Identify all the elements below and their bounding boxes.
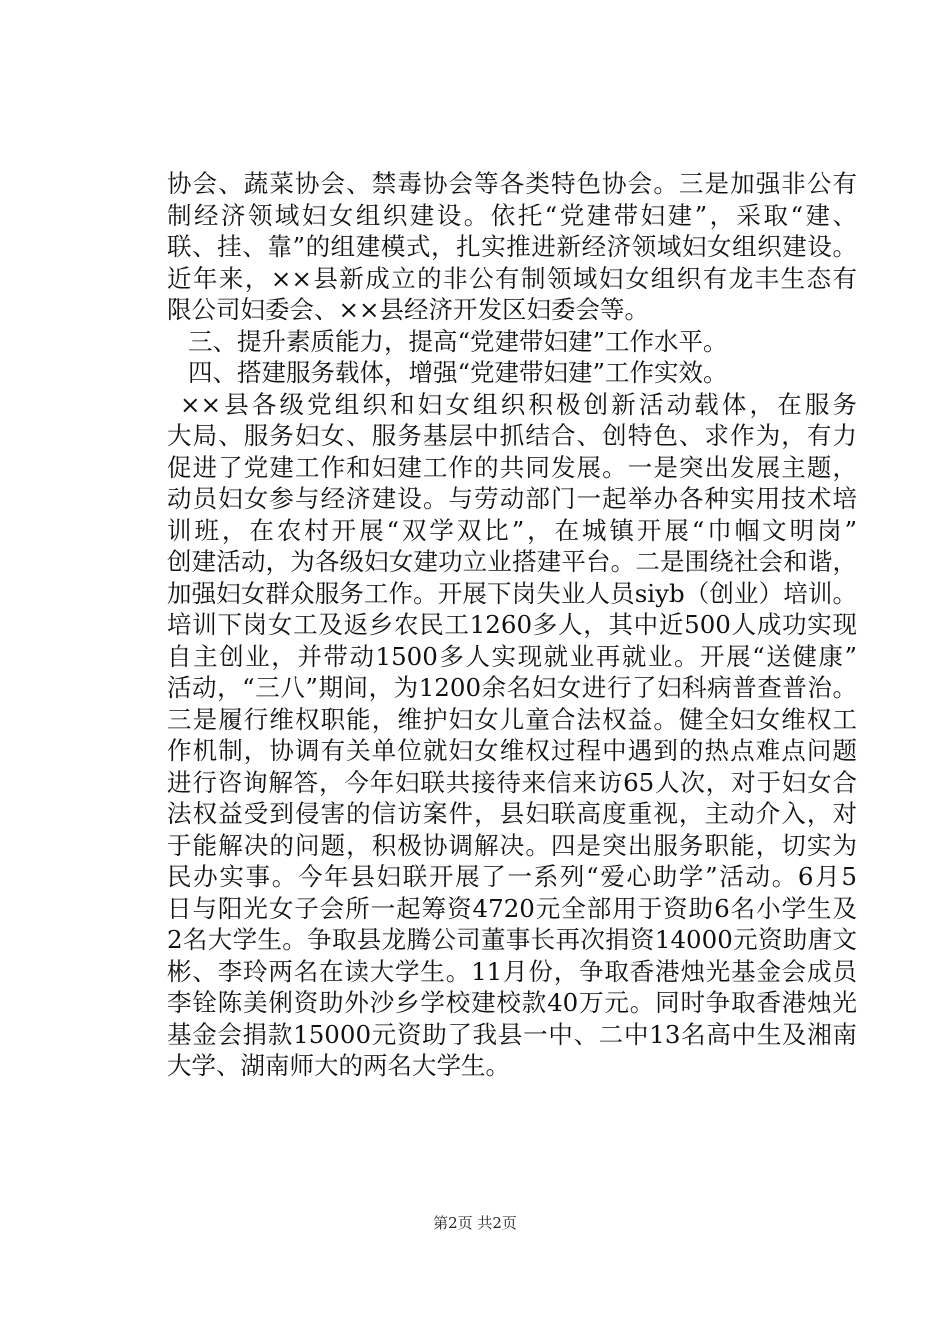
text-line: 限公司妇委会、××县经济开发区妇委会等。: [167, 295, 650, 324]
text-line: 近年来，××县新成立的非公有制领域妇女组织有龙丰生态有: [167, 263, 857, 293]
page-number: 第2页 共2页: [433, 1214, 517, 1232]
text-line: 基金会捐款15000元资助了我县一中、二中13名高中生及湘南: [167, 1019, 857, 1049]
document-body: [167, 168, 857, 1082]
text-line: 培训下岗女工及返乡农民工1260多人，其中近500人成功实现: [167, 610, 857, 639]
text-line: 进行咨询解答，今年妇联共接待来信来访65人次，对于妇女合: [167, 767, 857, 797]
text-line: 李铨陈美俐资助外沙乡学校建校款40万元。同时争取香港烛光: [167, 988, 857, 1017]
text-line: 制经济领域妇女组织建设。依托“党建带妇建”，采取“建、: [167, 200, 857, 230]
text-line: 大局、服务妇女、服务基层中抓结合、创特色、求作为，有力: [167, 421, 857, 450]
text-line: 动员妇女参与经济建设。与劳动部门一起举办各种实用技术培: [167, 484, 857, 513]
text-line: 三是履行维权职能，维护妇女儿童合法权益。健全妇女维权工: [167, 704, 857, 734]
text-line: 民办实事。今年县妇联开展了一系列“爱心助学”活动。6月5: [167, 862, 857, 891]
text-line: 2名大学生。争取县龙腾公司董事长再次捐资14000元资助唐文: [167, 925, 857, 954]
text-line: 加强妇女群众服务工作。开展下岗失业人员siyb（创业）培训。: [167, 578, 857, 608]
text-line: 大学、湖南师大的两名大学生。: [167, 1051, 510, 1080]
text-line: 促进了党建工作和妇建工作的共同发展。一是突出发展主题，: [167, 452, 857, 482]
text-line: ××县各级党组织和妇女组织积极创新活动载体，在服务: [180, 389, 857, 419]
text-line: 活动，“三八”期间，为1200余名妇女进行了妇科病普查普治。: [167, 673, 857, 702]
section-heading-4: 四、搭建服务载体，增强“党建带妇建”工作实效。: [188, 358, 728, 387]
text-line: 创建活动，为各级妇女建功立业搭建平台。二是围绕社会和谐，: [167, 547, 857, 576]
section-heading-3: 三、提升素质能力，提高“党建带妇建”工作水平。: [188, 326, 728, 356]
text-line: 日与阳光女子会所一起筹资4720元全部用于资助6名小学生及: [167, 893, 857, 923]
text-line: 训班，在农村开展“双学双比”，在城镇开展“巾帼文明岗”: [167, 515, 857, 545]
text-line: 于能解决的问题，积极协调解决。四是突出服务职能，切实为: [167, 830, 857, 860]
text-line: 法权益受到侵害的信访案件，县妇联高度重视，主动介入，对: [167, 799, 857, 828]
page-footer: [0, 1213, 950, 1233]
text-line: 自主创业，并带动1500多人实现就业再就业。开展“送健康”: [167, 641, 857, 671]
text-line: 彬、李玲两名在读大学生。11月份，争取香港烛光基金会成员: [167, 956, 857, 986]
text-line: 联、挂、靠”的组建模式，扎实推进新经济领域妇女组织建设。: [167, 232, 857, 261]
text-line: 作机制，协调有关单位就妇女维权过程中遇到的热点难点问题: [167, 736, 857, 765]
text-line: 协会、蔬菜协会、禁毒协会等各类特色协会。三是加强非公有: [167, 169, 857, 198]
